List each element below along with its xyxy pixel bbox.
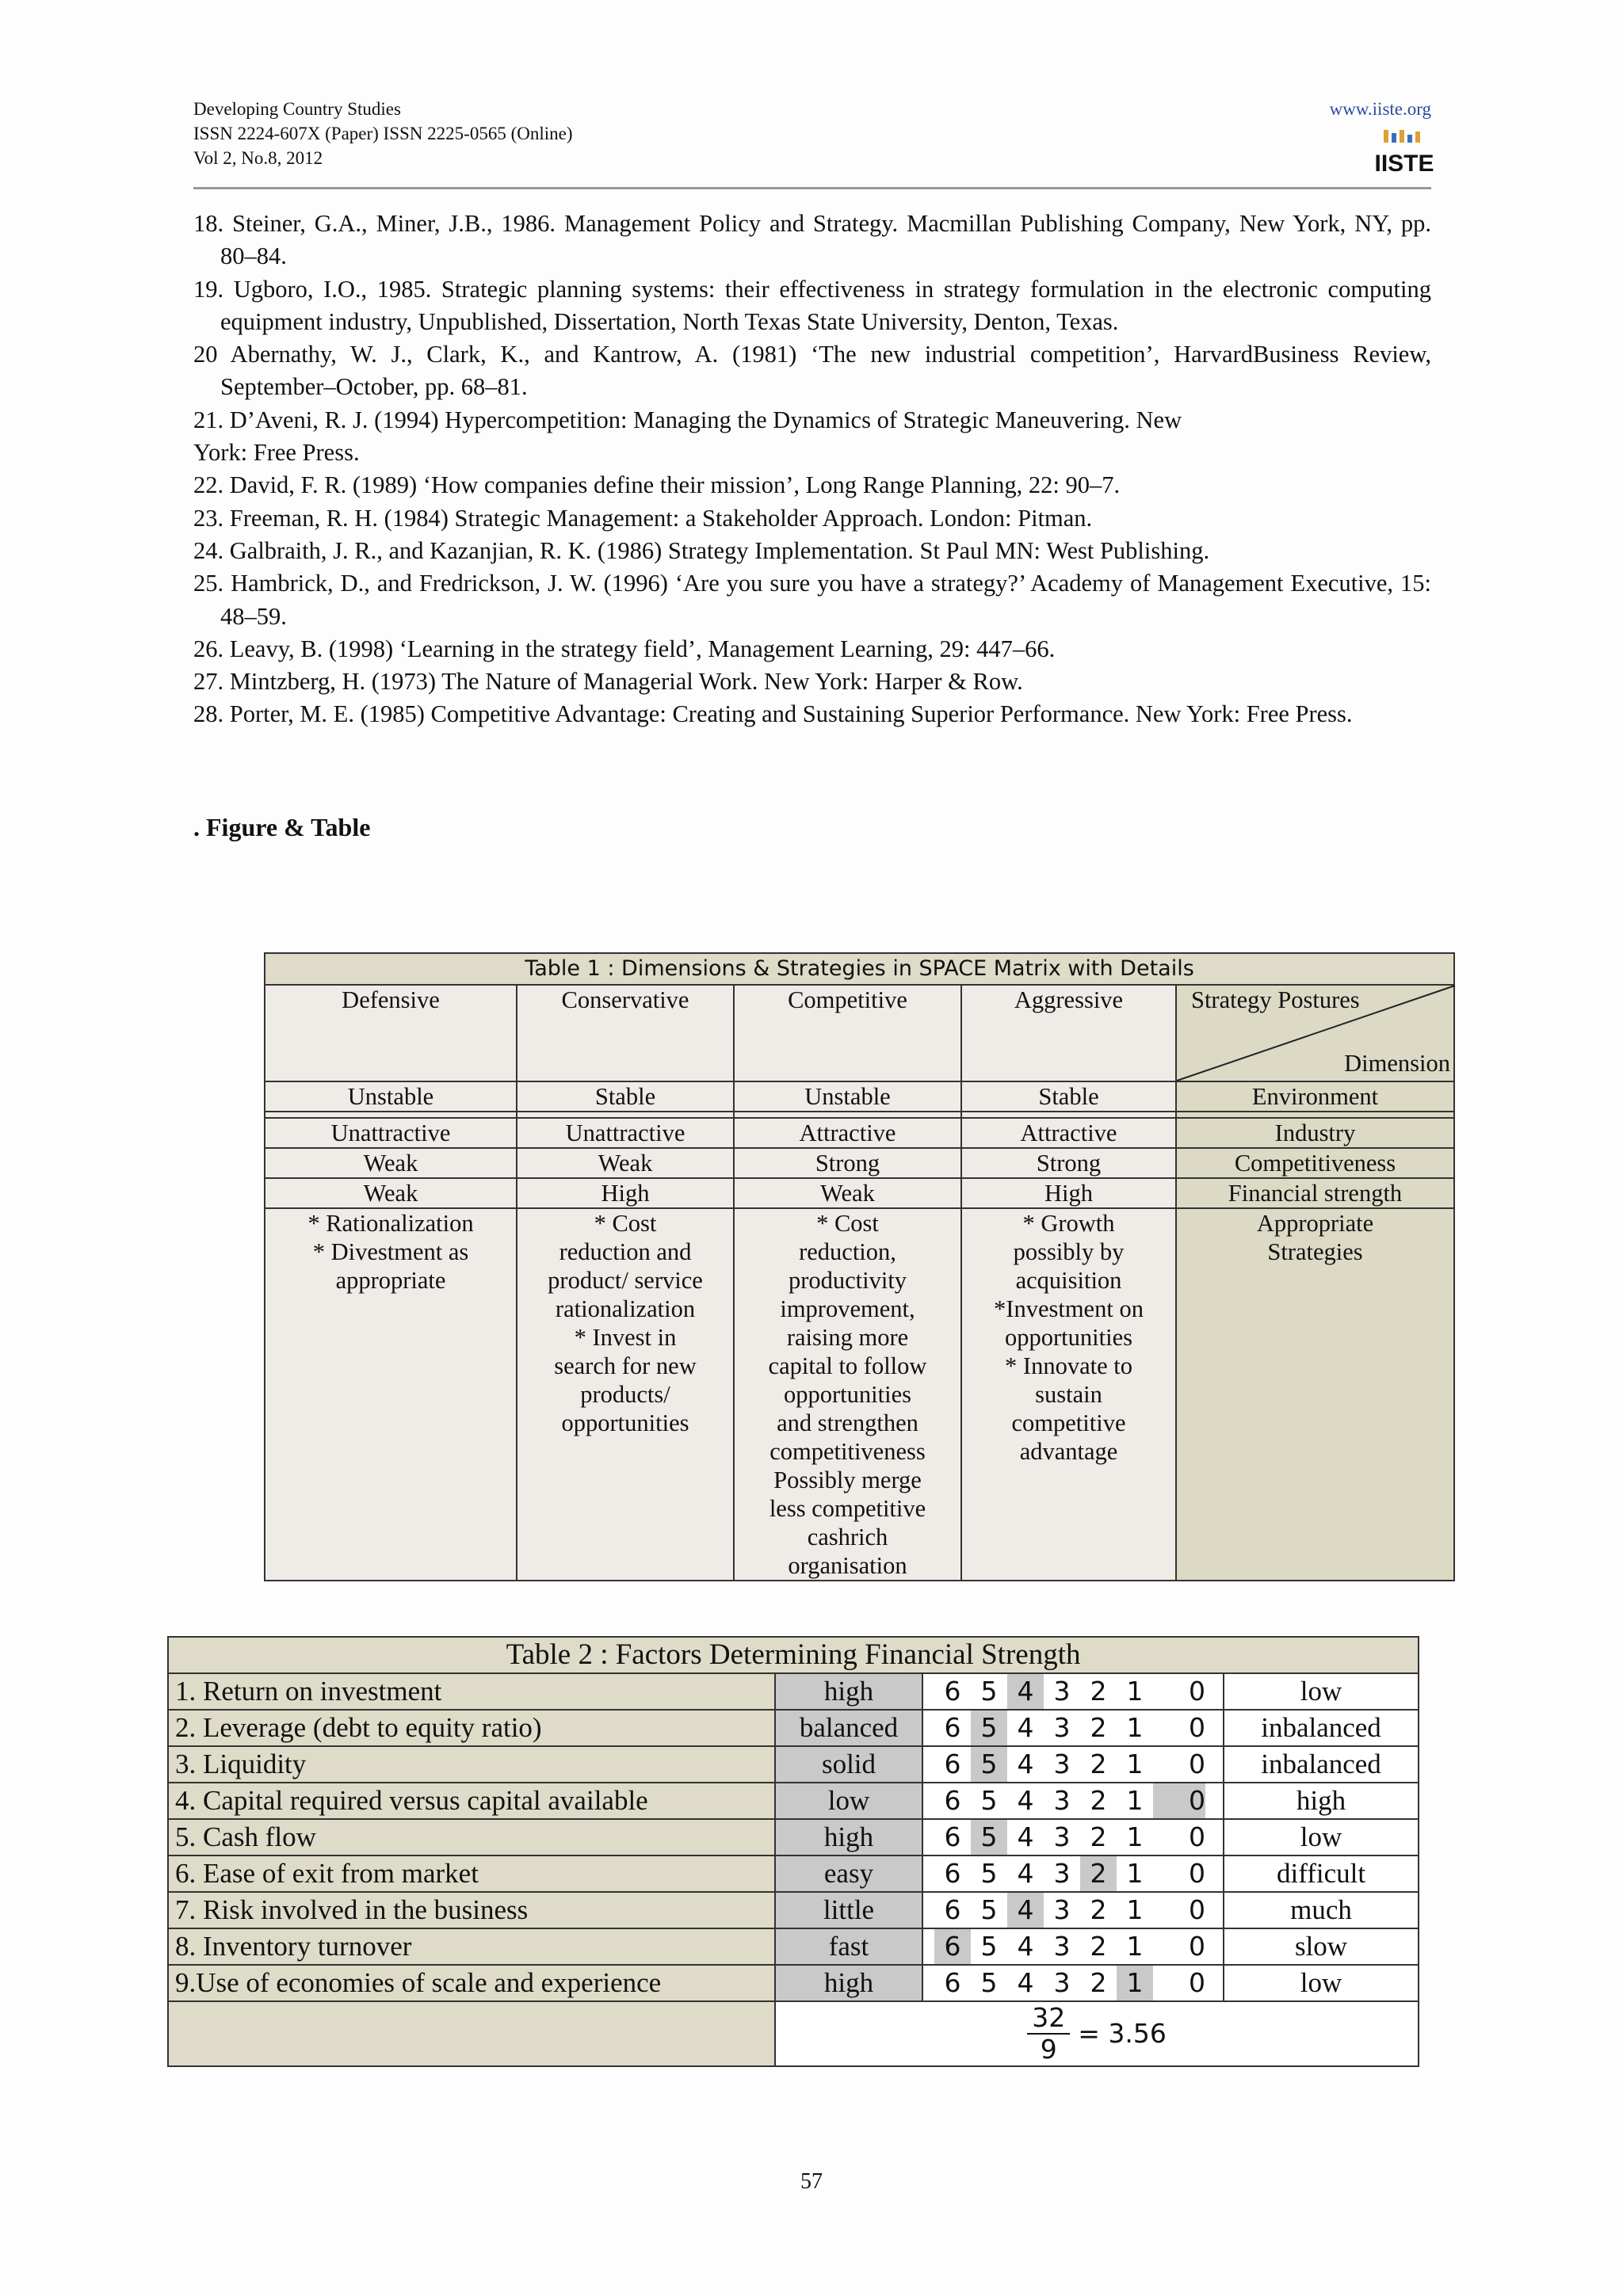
factor-row: [168, 1673, 1419, 1710]
strategy-line: organisation: [788, 1552, 907, 1579]
scale-value: 1: [1126, 1858, 1144, 1889]
factor-high-end: little: [775, 1892, 922, 1928]
scale-value: 3: [1053, 1858, 1071, 1889]
strategy-line: cashrich: [807, 1524, 888, 1550]
table1-row-industry: [265, 1118, 1454, 1148]
strategy-line: * Innovate to: [1005, 1352, 1132, 1379]
table-cell: Unstable: [265, 1081, 517, 1112]
rating-scale: [922, 1673, 1224, 1710]
scale-value: 2: [1090, 1821, 1107, 1852]
factor-label: 1. Return on investment: [168, 1673, 775, 1710]
strategy-line: * Cost: [816, 1210, 879, 1237]
table2-caption: Table 2 : Factors Determining Financial Strength: [168, 1637, 1419, 1673]
scale-value: 4: [1017, 1785, 1034, 1816]
strategy-line: opportunities: [561, 1409, 689, 1436]
strategy-line: * Rationalization: [307, 1210, 474, 1237]
strategy-line: less competitive: [769, 1495, 926, 1522]
strategy-line: improvement,: [780, 1295, 915, 1322]
strategy-line: * Invest in: [574, 1324, 677, 1351]
dimension-cell: Environment: [1176, 1081, 1454, 1112]
factor-high-end: easy: [775, 1855, 922, 1892]
reference-item: 18. Steiner, G.A., Miner, J.B., 1986. Management Policy and Strategy. Macmillan Publishing Company, New York, NY, pp. 80–84.: [193, 210, 1431, 270]
factor-low-end: difficult: [1224, 1855, 1419, 1892]
strategy-line: * Cost: [594, 1210, 657, 1237]
posture-header: Conservative: [517, 985, 734, 1081]
factor-row: [168, 1965, 1419, 2001]
factor-row: [168, 1855, 1419, 1892]
factor-high-end: high: [775, 1819, 922, 1855]
factor-high-end: high: [775, 1965, 922, 2001]
table-cell: Unattractive: [265, 1118, 517, 1148]
scale-value: 6: [944, 1676, 961, 1707]
table-cell: Attractive: [734, 1118, 961, 1148]
strategy-line: acquisition: [1015, 1267, 1122, 1294]
scale-value: 1: [1117, 1966, 1153, 2000]
table-cell: Unstable: [734, 1081, 961, 1112]
scale-value: 0: [1189, 1712, 1205, 1743]
strategy-line: products/: [580, 1381, 670, 1408]
scale-value: 6: [944, 1967, 961, 1998]
scale-value: 1: [1126, 1931, 1144, 1962]
strategy-cell: [265, 1208, 517, 1581]
score-fraction: [1027, 2003, 1070, 2065]
table-cell: High: [517, 1178, 734, 1208]
fraction-numerator: 32: [1027, 2003, 1070, 2035]
scale-value: 2: [1090, 1785, 1107, 1816]
financial-strength-table: [167, 1636, 1419, 2067]
table1-header-row: [265, 985, 1454, 1081]
factor-label: 7. Risk involved in the business: [168, 1892, 775, 1928]
scale-value: 1: [1126, 1821, 1144, 1852]
reference-item: 25. Hambrick, D., and Fredrickson, J. W. (1996) ‘Are you sure you have a strategy?’ Academy of Management Executive, 15: 48–59.: [193, 570, 1431, 630]
scale-value: 0: [1189, 1967, 1205, 1998]
scale-value: 3: [1053, 1749, 1071, 1779]
strategy-line: advantage: [1019, 1438, 1118, 1465]
reference-item: 24. Galbraith, J. R., and Kazanjian, R. K. (1986) Strategy Implementation. St Paul MN: West Publishing.: [193, 536, 1210, 564]
table-cell: Attractive: [961, 1118, 1176, 1148]
scale-value: 6: [944, 1712, 961, 1743]
scale-value: 1: [1126, 1749, 1144, 1779]
scale-value: 5: [980, 1931, 998, 1962]
scale-value: 2: [1090, 1931, 1107, 1962]
reference-item: 19. Ugboro, I.O., 1985. Strategic planning systems: their effectiveness in strategy formulation in the electronic computing equipment industry, Unpublished, Dissertation, North Texas State University, Denton, Texas.: [193, 275, 1431, 335]
table1-row-financial: [265, 1178, 1454, 1208]
table2-total-row: [168, 2001, 1419, 2066]
factor-low-end: high: [1224, 1783, 1419, 1819]
factor-high-end: low: [775, 1783, 922, 1819]
scale-value: 1: [1126, 1894, 1144, 1925]
strategy-line: opportunities: [784, 1381, 911, 1408]
scale-value: 3: [1053, 1676, 1071, 1707]
scale-value: 5: [980, 1785, 998, 1816]
factor-label: 4. Capital required versus capital available: [168, 1783, 775, 1819]
total-blank-cell: [168, 2001, 775, 2066]
scale-value: 5: [980, 1894, 998, 1925]
scale-value: 0: [1189, 1749, 1205, 1779]
table-cell: Strong: [734, 1148, 961, 1178]
page-number: 57: [800, 2169, 823, 2194]
journal-volume: Vol 2, No.8, 2012: [193, 148, 323, 168]
references-list: [193, 208, 1431, 731]
factor-low-end: low: [1224, 1673, 1419, 1710]
scale-value: 6: [944, 1749, 961, 1779]
factor-row: [168, 1710, 1419, 1746]
strategy-line: possibly by: [1013, 1238, 1125, 1265]
strategy-line: * Growth: [1022, 1210, 1115, 1237]
reference-item: 26. Leavy, B. (1998) ‘Learning in the strategy field’, Management Learning, 29: 447–66.: [193, 635, 1056, 662]
strategy-line: sustain: [1035, 1381, 1102, 1408]
scale-value: 3: [1053, 1712, 1071, 1743]
table-cell: Unattractive: [517, 1118, 734, 1148]
factor-label: 8. Inventory turnover: [168, 1928, 775, 1965]
factor-row: [168, 1928, 1419, 1965]
strategy-line: productivity: [788, 1267, 907, 1294]
posture-header: Defensive: [265, 985, 517, 1081]
scale-value: 0: [1189, 1821, 1205, 1852]
journal-issn: ISSN 2224-607X (Paper) ISSN 2225-0565 (Online): [193, 124, 573, 143]
reference-item: 21. D’Aveni, R. J. (1994) Hypercompetition: Managing the Dynamics of Strategic Maneuvering. New: [193, 406, 1182, 433]
scale-value: 4: [1017, 1931, 1034, 1962]
factor-label: 9.Use of economies of scale and experience: [168, 1965, 775, 2001]
strategy-line: opportunities: [1005, 1324, 1132, 1351]
strategy-cell: [734, 1208, 961, 1581]
table1-row-environment: [265, 1081, 1454, 1112]
scale-value: 1: [1126, 1785, 1144, 1816]
dimension-cell: Competitiveness: [1176, 1148, 1454, 1178]
factor-high-end: high: [775, 1673, 922, 1710]
scale-value: 1: [1126, 1676, 1144, 1707]
scale-value: 4: [1017, 1821, 1034, 1852]
factor-low-end: slow: [1224, 1928, 1419, 1965]
factor-label: 2. Leverage (debt to equity ratio): [168, 1710, 775, 1746]
table1-row-strategies: [265, 1208, 1454, 1581]
factor-low-end: inbalanced: [1224, 1710, 1419, 1746]
strategy-line: and strengthen: [777, 1409, 918, 1436]
scale-value: 2: [1090, 1967, 1107, 1998]
rating-scale: [922, 1746, 1224, 1783]
scale-value: 3: [1053, 1931, 1071, 1962]
strategy-line: search for new: [554, 1352, 697, 1379]
strategy-line: reduction and: [559, 1238, 692, 1265]
scale-value: 6: [944, 1821, 961, 1852]
factor-row: [168, 1819, 1419, 1855]
corner-top-label: Strategy Postures: [1191, 986, 1360, 1013]
scale-value: 4: [1017, 1749, 1034, 1779]
table-cell: Weak: [517, 1148, 734, 1178]
dimension-cell: Industry: [1176, 1118, 1454, 1148]
scale-value: 2: [1080, 1856, 1117, 1891]
strategy-line: Possibly merge: [773, 1466, 922, 1493]
table1-row-competitiveness: [265, 1148, 1454, 1178]
strategy-line: capital to follow: [768, 1352, 927, 1379]
rating-scale: [922, 1965, 1224, 2001]
strategy-line: raising more: [786, 1324, 909, 1351]
posture-header: Competitive: [734, 985, 961, 1081]
scale-value: 4: [1017, 1967, 1034, 1998]
space-matrix-table: [264, 952, 1455, 1581]
rating-scale: [922, 1855, 1224, 1892]
reference-item: 27. Mintzberg, H. (1973) The Nature of Managerial Work. New York: Harper & Row.: [193, 668, 1023, 696]
factor-low-end: low: [1224, 1965, 1419, 2001]
journal-info: [193, 97, 573, 170]
strategy-line: rationalization: [555, 1295, 696, 1322]
scale-value: 4: [1017, 1858, 1034, 1889]
strategy-line: competitiveness: [769, 1438, 926, 1465]
scale-value: 2: [1090, 1894, 1107, 1925]
score-result: = 3.56: [1078, 2018, 1167, 2049]
corner-bottom-label: Dimension: [1344, 1050, 1450, 1077]
scale-value: 0: [1189, 1858, 1205, 1889]
table-cell: Stable: [517, 1081, 734, 1112]
logo-text: IISTE: [1374, 151, 1434, 177]
factor-label: 6. Ease of exit from market: [168, 1855, 775, 1892]
table-cell: Weak: [265, 1148, 517, 1178]
scale-value: 1: [1126, 1712, 1144, 1743]
journal-name: Developing Country Studies: [193, 99, 401, 119]
factor-row: [168, 1892, 1419, 1928]
fraction-denominator: 9: [1040, 2034, 1057, 2065]
factor-row: [168, 1746, 1419, 1783]
scale-value: 0: [1189, 1931, 1205, 1962]
scale-value: 3: [1053, 1821, 1071, 1852]
factor-row: [168, 1783, 1419, 1819]
strategy-line: reduction,: [799, 1238, 896, 1265]
strategy-line: competitive: [1011, 1409, 1126, 1436]
scale-value: 6: [944, 1894, 961, 1925]
factor-low-end: much: [1224, 1892, 1419, 1928]
scale-value: 5: [980, 1858, 998, 1889]
table-cell: Strong: [961, 1148, 1176, 1178]
factor-label: 3. Liquidity: [168, 1746, 775, 1783]
scale-value: 6: [934, 1929, 971, 1964]
scale-value: 6: [944, 1785, 961, 1816]
factor-high-end: fast: [775, 1928, 922, 1965]
scale-value: 5: [980, 1676, 998, 1707]
strategy-cell: [961, 1208, 1176, 1581]
reference-item: 28. Porter, M. E. (1985) Competitive Advantage: Creating and Sustaining Superior Performance. New York: Free Press.: [193, 700, 1353, 728]
scale-value: 0: [1189, 1894, 1205, 1925]
scale-value: 4: [1007, 1893, 1044, 1928]
scale-value: 0: [1189, 1676, 1205, 1707]
table-cell: Weak: [734, 1178, 961, 1208]
scale-value: 6: [944, 1858, 961, 1889]
dimension-cell: Appropriate Strategies: [1176, 1208, 1454, 1581]
corner-cell: [1176, 985, 1454, 1081]
table2-body: [168, 1673, 1419, 2001]
scale-value: 2: [1090, 1676, 1107, 1707]
header-rule: [193, 187, 1431, 189]
scale-value: 2: [1090, 1712, 1107, 1743]
total-result-cell: [775, 2001, 1419, 2066]
section-title: . Figure & Table: [193, 813, 371, 841]
reference-item: 20 Abernathy, W. J., Clark, K., and Kantrow, A. (1981) ‘The new industrial competition’, HarvardBusiness Review, September–October, pp. 68–81.: [193, 341, 1431, 401]
journal-url[interactable]: www.iiste.org: [1329, 99, 1431, 119]
scale-value: 5: [971, 1711, 1007, 1745]
strategy-line: product/ service: [548, 1267, 703, 1294]
table-cell: Weak: [265, 1178, 517, 1208]
scale-value: 3: [1053, 1785, 1071, 1816]
factor-label: 5. Cash flow: [168, 1819, 775, 1855]
rating-scale: [922, 1928, 1224, 1965]
factor-high-end: solid: [775, 1746, 922, 1783]
reference-item: York: Free Press.: [193, 439, 360, 467]
rating-scale: [922, 1892, 1224, 1928]
factor-low-end: low: [1224, 1819, 1419, 1855]
dimension-cell: Financial strength: [1176, 1178, 1454, 1208]
rating-scale: [922, 1819, 1224, 1855]
scale-value: 3: [1053, 1894, 1071, 1925]
scale-value: 4: [1017, 1712, 1034, 1743]
scale-value: 3: [1053, 1967, 1071, 1998]
reference-item: 22. David, F. R. (1989) ‘How companies define their mission’, Long Range Planning, 22: 90–7.: [193, 471, 1121, 499]
posture-header: Aggressive: [961, 985, 1176, 1081]
strategy-line: * Divestment as: [312, 1238, 469, 1265]
scale-value: 5: [980, 1967, 998, 1998]
strategy-cell: [517, 1208, 734, 1581]
table-cell: Stable: [961, 1081, 1176, 1112]
scale-value: 5: [971, 1747, 1007, 1782]
rating-scale: [922, 1783, 1224, 1819]
strategy-line: *Investment on: [994, 1295, 1144, 1322]
scale-value: 0: [1153, 1783, 1205, 1818]
table-cell: High: [961, 1178, 1176, 1208]
rating-scale: [922, 1710, 1224, 1746]
table1-caption: Table 1 : Dimensions & Strategies in SPACE Matrix with Details: [265, 953, 1454, 985]
reference-item: 23. Freeman, R. H. (1984) Strategic Management: a Stakeholder Approach. London: Pitman.: [193, 504, 1093, 532]
strategy-line: appropriate: [335, 1267, 446, 1294]
table1-gap-row: [265, 1112, 1454, 1118]
table1-caption-row: [265, 953, 1454, 985]
scale-value: 2: [1090, 1749, 1107, 1779]
scale-value: 5: [971, 1820, 1007, 1855]
factor-high-end: balanced: [775, 1710, 922, 1746]
scale-value: 4: [1007, 1674, 1044, 1709]
table2-caption-row: [168, 1637, 1419, 1673]
factor-low-end: inbalanced: [1224, 1746, 1419, 1783]
iiste-logo: [1374, 130, 1434, 177]
